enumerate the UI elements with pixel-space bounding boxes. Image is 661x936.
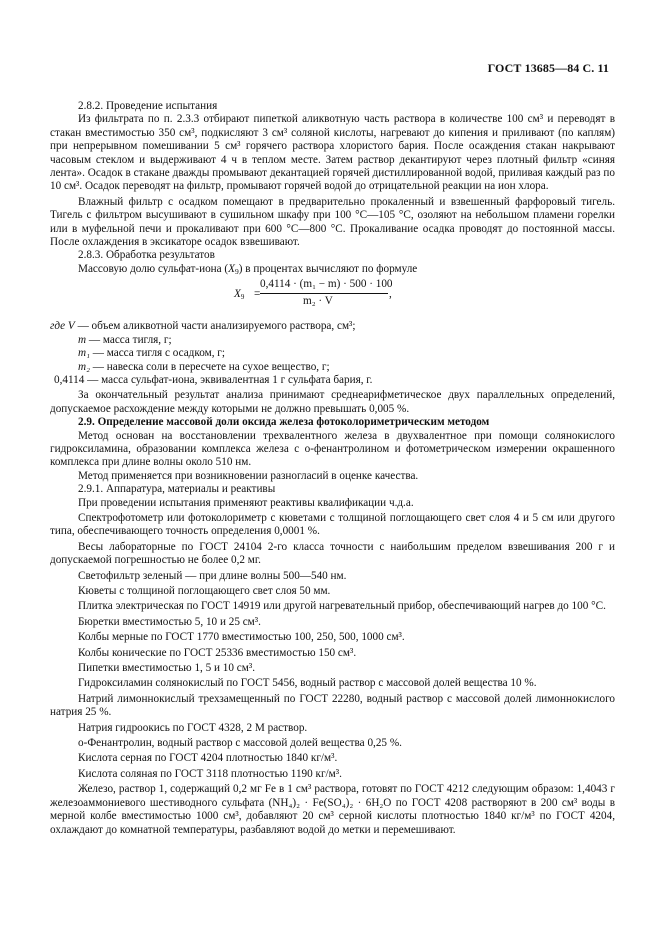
section-2-8-3-heading: 2.8.3. Обработка результатов	[78, 249, 215, 262]
formula-denominator: m₂ · V	[303, 295, 333, 308]
document-body	[50, 100, 615, 837]
section-2-8-2-paragraph-2: Влажный фильтр с осадком помещают в предварительно прокаленный и взвешенный фарфоровый тигель. Тигель с фильтром высушивают в сушильном шкафу при 100 °С—105 °С, озоляют на небольшом пламени горелки или в муфельной печи и прокаливают при 600 °С—800 °С. Прокаливание осадка проводят до постоянной массы. После охлаждения в эксикаторе осадок взвешивают.	[50, 195, 615, 249]
page-header: ГОСТ 13685—84 С. 11	[487, 61, 609, 75]
formula-equals: =	[254, 288, 261, 301]
formula-lhs: $X_9$	[234, 288, 245, 302]
reagent-item: Натрий лимоннокислый трехзамещенный по ГОСТ 22280, водный раствор с массовой долей лимоннокислого натрия 25 %.	[50, 692, 615, 719]
reagent-item: Кислота серная по ГОСТ 4204 плотностью 1840 кг/м³.	[78, 752, 338, 765]
section-2-9-1-heading: 2.9.1. Аппаратура, материалы и реактивы	[78, 483, 276, 496]
reagent-item: Гидроксиламин солянокислый по ГОСТ 5456, водный раствор с массовой долей вещества 10 %.	[78, 677, 537, 690]
formula-intro: Массовую долю сульфат-иона $(X_9)$ в процентах вычисляют по формуле	[78, 262, 418, 276]
definition-v: где V — объем аликвотной части анализируемого раствора, см³;	[50, 320, 356, 333]
definition-m2: m₂ — навеска соли в пересчете на сухое вещество, г;	[78, 360, 330, 373]
definition-m: m — масса тигля, г;	[78, 333, 172, 346]
equipment-item: Светофильтр зеленый — при длине волны 500—540 нм.	[78, 569, 347, 582]
equipment-item: Колбы мерные по ГОСТ 1770 вместимостью 100, 250, 500, 1000 см³.	[78, 631, 405, 644]
formula-comma: ,	[389, 288, 392, 301]
equipment-item: Плитка электрическая по ГОСТ 14919 или другой нагревательный прибор, обеспечивающий нагрев до 100 °С.	[78, 600, 606, 613]
section-2-8-2-heading: 2.8.2. Проведение испытания	[78, 100, 218, 112]
reagent-item: Кислота соляная по ГОСТ 3118 плотностью 1190 кг/м³.	[78, 767, 342, 780]
equipment-item: Весы лабораторные по ГОСТ 24104 2-го класса точности с наибольшим пределом взвешивания 200 г и допускаемой погрешностью не более 0,2 мг.	[50, 540, 615, 567]
formula-fraction-bar	[260, 293, 388, 294]
section-2-9-1-paragraph: При проведении испытания применяют реактивы квалификации ч.д.а.	[78, 496, 414, 509]
section-2-8-2-paragraph-1: Из фильтрата по п. 2.3.3 отбирают пипеткой аликвотную часть раствора в количестве 100 см³ и переводят в стакан вместимостью 350 см³, подкисляют 3 см³ соляной кислоты, нагревают до кипения и приливают (по каплям) при непрерывном помешивании 5 см³ горячего раствора хлористого бария. После осаждения стакан накрывают часовым стеклом и выдерживают 4 ч в теплом месте. Затем раствор декантируют через плотный фильтр «синяя лента». Осадок в стакане дважды промывают декантацией горячей дистиллированной водой, приливая каждый раз по 10 см³. Осадок переводят на фильтр, промывают горячей водой до отрицательной реакции на ион хлора.	[50, 113, 615, 193]
reagent-item: Железо, раствор 1, содержащий 0,2 мг Fe в 1 см³ раствора, готовят по ГОСТ 4212 следующим образом: 1,4043 г железоаммониевого шестиводного сульфата (NH₄)₂ · Fe(SO₄)₂ · 6H₂O по ГОСТ 4208 растворяют в 200 см³ воды в мерной колбе вместимостью 1000 см³, добавляют 20 см³ серной кислоты плотностью 1840 кг/м³ по ГОСТ 4204, охлаждают до комнатной температуры, разбавляют водой до метки и перемешивают.	[50, 783, 615, 836]
formula-numerator: 0,4114 · (m₁ − m) · 500 · 100	[260, 278, 393, 291]
equipment-item: Пипетки вместимостью 1, 5 и 10 см³.	[78, 662, 255, 675]
equipment-item: Спектрофотометр или фотоколориметр с кюветами с толщиной поглощающего свет слоя 4 и 5 см или другого типа, обеспечивающего точность определения 0,0001 %.	[50, 511, 615, 538]
section-2-8-3-final: За окончательный результат анализа принимают среднеарифметическое двух параллельных определений, допускаемое расхождение между которыми не должно превышать 0,005 %.	[50, 389, 615, 415]
equipment-item: Кюветы с толщиной поглощающего свет слоя 50 мм.	[78, 585, 331, 597]
definition-m1: m₁ — масса тигля с осадком, г;	[78, 347, 225, 360]
section-2-9-paragraph-1: Метод основан на восстановлении трехвалентного железа в двухвалентное при помощи солянокислого гидроксиламина, образовании комплекса железа с о-фенантролином и фотометрическом измерении окрашенного комплекса при длине волны около 510 нм.	[50, 429, 615, 469]
reagent-item: о-Фенантролин, водный раствор с массовой долей вещества 0,25 %.	[78, 737, 402, 750]
definition-constant: 0,4114 — масса сульфат-иона, эквивалентная 1 г сульфата бария, г.	[54, 373, 373, 386]
formula-block	[50, 278, 615, 320]
equipment-item: Бюретки вместимостью 5, 10 и 25 см³.	[78, 615, 261, 628]
reagent-item: Натрия гидроокись по ГОСТ 4328, 2 М раствор.	[78, 721, 308, 734]
section-2-9-paragraph-2: Метод применяется при возникновении разногласий в оценке качества.	[78, 469, 419, 482]
equipment-item: Колбы конические по ГОСТ 25336 вместимостью 150 см³.	[78, 646, 357, 659]
section-2-9-heading: 2.9. Определение массовой доли оксида железа фотоколориметрическим методом	[78, 416, 490, 429]
